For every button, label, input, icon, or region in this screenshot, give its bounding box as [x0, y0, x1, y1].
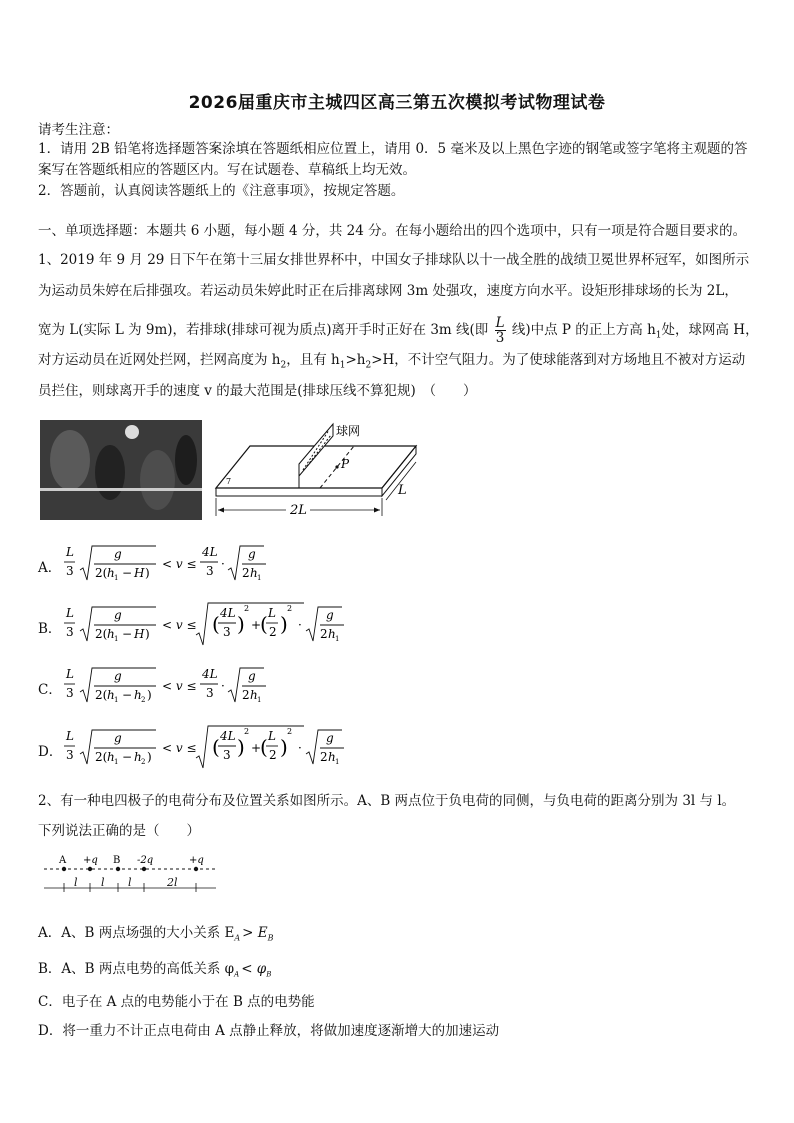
- formula-text: 3: [66, 686, 74, 700]
- formula-text: g: [114, 608, 122, 622]
- formula-text: (: [212, 735, 220, 759]
- formula-text: h: [107, 627, 115, 641]
- formula-text: 4L: [202, 667, 218, 681]
- q2-option-d: D．将一重力不计正点电荷由 A 点静止释放，将做加速度逐渐增大的加速运动: [38, 1023, 500, 1039]
- formula-text: −: [122, 688, 133, 702]
- option-letter: A．: [38, 560, 62, 576]
- charge-point: [194, 867, 198, 871]
- formula-text: 1: [257, 574, 262, 582]
- section-heading: 一、单项选择题：本题共 6 小题，每小题 4 分，共 24 分。在每小题给出的四个选项中，只有一项是符合题目要求的。: [38, 223, 747, 239]
- formula-text: 4L: [220, 729, 236, 743]
- charge-point: [142, 867, 146, 871]
- formula-text: ·: [298, 618, 302, 632]
- charge-label: A: [59, 855, 67, 866]
- length-2l-label: 2L: [290, 503, 307, 518]
- formula-text: 1: [114, 696, 119, 704]
- formula-text: h: [107, 566, 115, 580]
- formula-text: g: [114, 731, 122, 745]
- formula-text: 1: [257, 696, 262, 704]
- formula-text: 2(: [95, 627, 108, 641]
- formula-text: ): [237, 612, 245, 636]
- option-formula: [62, 540, 392, 588]
- q2-option-b-rel: < φ: [241, 961, 267, 977]
- q1-line-4: [38, 351, 745, 375]
- q1-line-3: [38, 316, 759, 345]
- formula-text: ): [280, 735, 288, 759]
- formula-text: g: [248, 669, 256, 683]
- formula-text: h: [134, 688, 142, 702]
- formula-text: L: [268, 606, 276, 620]
- charge-point: [116, 867, 120, 871]
- formula-text: h: [107, 688, 115, 702]
- q1-line-3-end: 处，球网高 H，: [661, 322, 759, 338]
- sub-1b: 1: [339, 360, 346, 371]
- formula-text: 2(: [95, 750, 108, 764]
- formula-text: 1: [114, 758, 119, 766]
- q2-line-1: 2、有一种电四极子的电荷分布及位置关系如图所示。A、B 两点位于负电荷的同侧，与负电荷的距离分别为 3l 与 l。: [38, 793, 736, 809]
- q2-option-a: [38, 921, 274, 943]
- formula-text: (: [212, 612, 220, 636]
- formula-text: 3: [223, 748, 231, 762]
- q1-line-4-b: ，且有 h: [286, 352, 340, 368]
- charge-label: +q: [189, 855, 204, 866]
- formula-text: ·: [221, 679, 225, 693]
- fraction-numerator: L: [495, 315, 505, 331]
- formula-text: g: [326, 731, 334, 745]
- option-letter: C．: [38, 682, 62, 698]
- q1-line-1: 1、2019 年 9 月 29 日下午在第十三届女排世界杯中，中国女子排球队以十一战全胜的战绩卫冕世界杯冠军，如图所示: [38, 252, 750, 268]
- formula-text: ·: [298, 741, 302, 755]
- formula-text: ): [147, 688, 152, 702]
- sub-2c: 2: [365, 360, 372, 371]
- formula-text: 2: [269, 625, 277, 639]
- formula-text: < v ≤: [162, 618, 197, 632]
- span-label: l: [74, 876, 78, 889]
- q2-option-a-rel: > E: [242, 925, 268, 941]
- volleyball-photo: [40, 420, 202, 520]
- formula-text: (: [260, 735, 268, 759]
- formula-text: 3: [66, 748, 74, 762]
- formula-text: g: [114, 669, 122, 683]
- option-formula: [62, 662, 392, 710]
- sub-1: 1: [655, 330, 662, 341]
- q1-line-4-a: 对方运动员在近网处拦网，拦网高度为 h: [38, 352, 281, 368]
- page-title: 2026届重庆市主城四区高三第五次模拟考试物理试卷: [188, 93, 606, 113]
- formula-text: 2: [141, 696, 146, 704]
- court-mark: 7: [226, 477, 232, 486]
- q1-line-5: 员拦住，则球离开手的速度 v 的最大范围是(排球压线不算犯规) （ ）: [38, 383, 477, 399]
- notice-heading: 请考生注意：: [38, 122, 119, 138]
- formula-text: H: [134, 566, 145, 580]
- q2-option-b: [38, 957, 271, 979]
- formula-text: h: [328, 750, 336, 764]
- formula-text: 2: [287, 727, 293, 736]
- option-letter: B．: [38, 621, 62, 637]
- span-label: l: [101, 876, 105, 889]
- formula-text: 2: [244, 604, 250, 613]
- q2-option-b-text: B．A、B 两点电势的高低关系 φ: [38, 961, 235, 977]
- formula-text: L: [268, 729, 276, 743]
- formula-text: 2: [287, 604, 293, 613]
- formula-text: 2: [269, 748, 277, 762]
- formula-text: +: [251, 618, 262, 632]
- option-formula: [62, 724, 392, 772]
- formula-text: h: [250, 688, 258, 702]
- option-formula: [62, 601, 392, 649]
- formula-text: 2(: [95, 566, 108, 580]
- q1-line-2: 为运动员朱婷在后排强攻。若运动员朱婷此时正在后排离球网 3m 处强攻，速度方向水平。设矩形排球场的长为 2L，: [38, 283, 738, 299]
- formula-text: ): [145, 566, 150, 580]
- formula-text: < v ≤: [162, 557, 197, 571]
- formula-text: −: [122, 566, 133, 580]
- formula-text: 1: [335, 758, 340, 766]
- q2-option-a-sub-b: B: [267, 933, 274, 943]
- notice-item-1: 1．请用 2B 铅笔将选择题答案涂填在答题纸相应位置上，请用 0．5 毫米及以上黑色字迹的钢笔或签字笔将主观题的答: [38, 141, 748, 157]
- q2-option-b-sub-a: A: [234, 970, 240, 979]
- formula-text: 2: [242, 688, 250, 702]
- charge-point: [62, 867, 66, 871]
- formula-text: ): [147, 750, 152, 764]
- formula-text: 2: [320, 627, 328, 641]
- formula-text: 3: [66, 625, 74, 639]
- width-l-label: L: [398, 483, 407, 498]
- charge-label: +q: [83, 855, 98, 866]
- charge-point: [88, 867, 92, 871]
- q2-option-a-sub-a: A: [234, 933, 241, 943]
- formula-text: 2: [244, 727, 250, 736]
- charge-diagram: [40, 852, 220, 894]
- sub-2a: 2: [280, 360, 287, 371]
- q2-line-2: 下列说法正确的是（ ）: [38, 823, 200, 839]
- formula-text: 3: [206, 686, 214, 700]
- q2-option-c: C．电子在 A 点的电势能小于在 B 点的电势能: [38, 994, 315, 1010]
- q1-line-4-c: >h: [345, 352, 366, 368]
- formula-text: < v ≤: [162, 741, 197, 755]
- formula-text: g: [326, 608, 334, 622]
- formula-text: h: [134, 750, 142, 764]
- formula-text: L: [66, 606, 74, 620]
- formula-text: 3: [206, 564, 214, 578]
- notice-item-1-cont: 案写在答题纸相应的答题区内。写在试题卷、草稿纸上均无效。: [38, 162, 416, 178]
- formula-text: 1: [114, 635, 119, 643]
- fraction-l-over-3: [495, 316, 506, 345]
- formula-text: (: [260, 612, 268, 636]
- charge-label: -2q: [137, 855, 154, 866]
- formula-text: ·: [221, 557, 225, 571]
- formula-text: ): [237, 735, 245, 759]
- formula-text: L: [66, 729, 74, 743]
- formula-text: 4L: [202, 545, 218, 559]
- formula-text: < v ≤: [162, 679, 197, 693]
- span-label: l: [128, 876, 132, 889]
- formula-text: 3: [223, 625, 231, 639]
- formula-text: 2: [320, 750, 328, 764]
- formula-text: L: [66, 545, 74, 559]
- formula-text: 2: [141, 758, 146, 766]
- option-letter: D．: [38, 744, 63, 760]
- formula-text: 2(: [95, 688, 108, 702]
- formula-text: 1: [335, 635, 340, 643]
- formula-text: ): [145, 627, 150, 641]
- q1-line-3-mid: 线)中点 P 的正上方高 h: [511, 322, 656, 338]
- formula-text: g: [114, 547, 122, 561]
- charge-label: B: [113, 855, 121, 866]
- q1-line-3-text: 宽为 L(实际 L 为 9m)，若排球(排球可视为质点)离开手时正好在 3m 线(即: [38, 322, 489, 338]
- formula-text: L: [66, 667, 74, 681]
- formula-text: H: [134, 627, 145, 641]
- q2-option-b-sub-b: B: [266, 970, 272, 979]
- formula-text: h: [107, 750, 115, 764]
- formula-text: 4L: [220, 606, 236, 620]
- notice-item-2: 2．答题前，认真阅读答题纸上的《注意事项》，按规定答题。: [38, 183, 405, 199]
- formula-text: 3: [66, 564, 74, 578]
- formula-text: 1: [114, 574, 119, 582]
- q2-option-a-text: A．A、B 两点场强的大小关系 E: [38, 925, 235, 941]
- point-p-label: P: [341, 457, 350, 471]
- net-label: 球网: [336, 424, 361, 438]
- court-diagram: [210, 418, 440, 522]
- formula-text: h: [250, 566, 258, 580]
- formula-text: −: [122, 627, 133, 641]
- formula-text: g: [248, 547, 256, 561]
- formula-text: 2: [242, 566, 250, 580]
- formula-text: ): [280, 612, 288, 636]
- formula-text: h: [328, 627, 336, 641]
- formula-text: +: [251, 741, 262, 755]
- span-label: 2l: [167, 876, 178, 889]
- formula-text: −: [122, 750, 133, 764]
- q1-line-4-d: >H，不计空气阻力。为了使球能落到对方场地且不被对方运动: [371, 352, 746, 368]
- fraction-denominator: 3: [495, 330, 505, 346]
